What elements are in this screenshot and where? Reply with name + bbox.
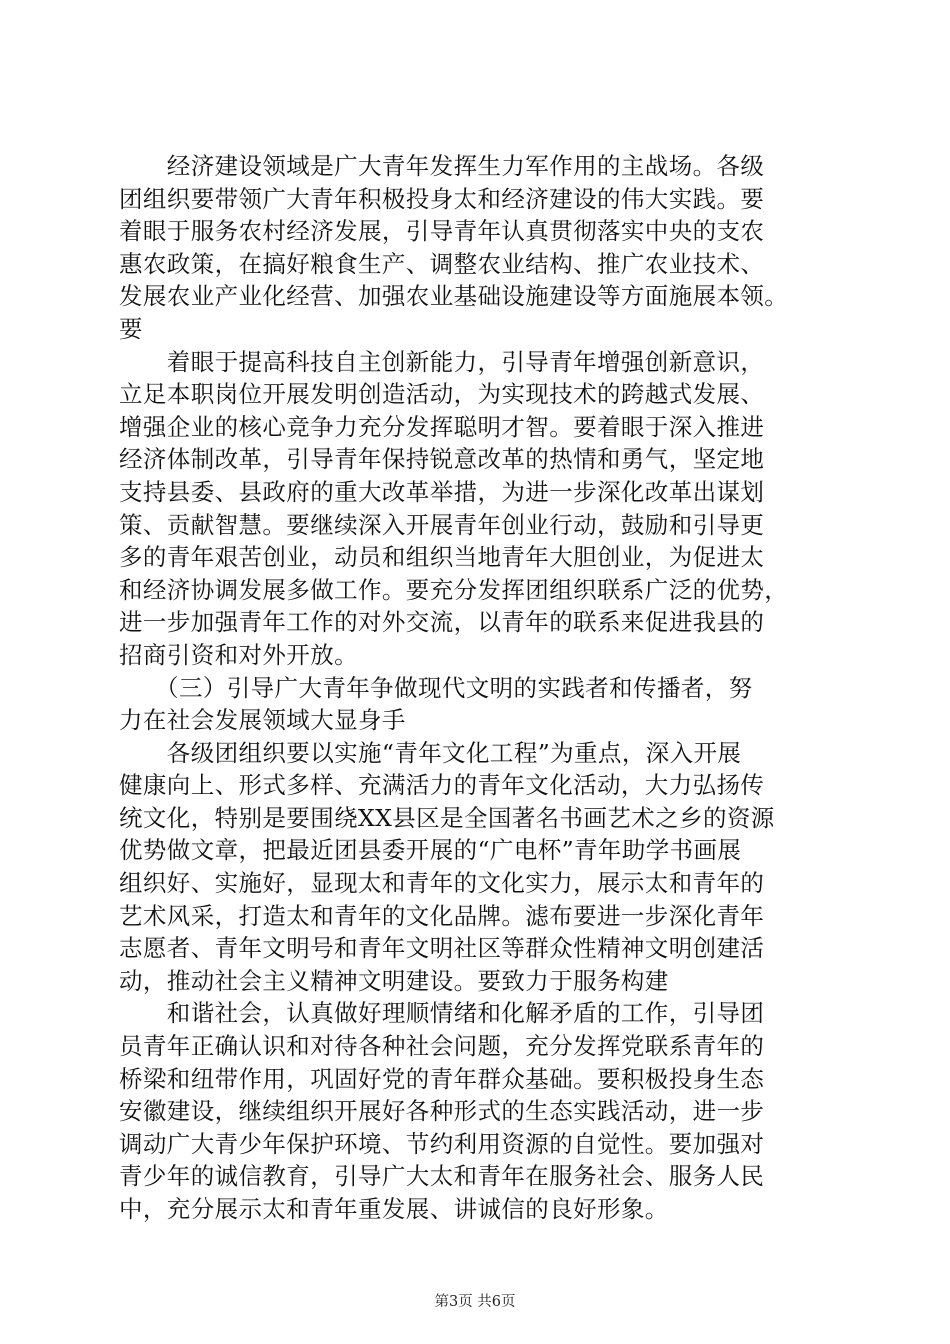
text-line: 调动广大青少年保护环境、节约利用资源的自觉性。要加强对 xyxy=(119,1129,765,1158)
document-body xyxy=(119,150,839,1226)
text-line: 招商引资和对外开放。 xyxy=(119,640,358,669)
text-line: 着眼于提高科技自主创新能力，引导青年增强创新意识， xyxy=(119,347,765,376)
text-line: 惠农政策，在搞好粮食生产、调整农业结构、推广农业技术、 xyxy=(119,249,765,278)
section-heading-line: 力在社会发展领域大显身手 xyxy=(119,706,406,735)
text-line: 员青年正确认识和对待各种社会问题，充分发挥党联系青年的 xyxy=(119,1032,765,1061)
text-line: 青少年的诚信教育，引导广大太和青年在服务社会、服务人民 xyxy=(119,1162,765,1191)
text-line: 各级团组织要以实施“青年文化工程”为重点，深入开展 xyxy=(119,738,742,767)
page-number-footer: 第3页 共6页 xyxy=(434,1294,516,1310)
text-line: 统文化，特别是要围绕XX县区是全国著名书画艺术之乡的资源 xyxy=(119,803,775,832)
text-line: 进一步加强青年工作的对外交流，以青年的联系来促进我县的 xyxy=(119,608,765,637)
text-line: 安徽建设，继续组织开展好各种形式的生态实践活动，进一步 xyxy=(119,1097,765,1126)
text-line: 优势做文章，把最近团县委开展的“广电杯”青年助学书画展 xyxy=(119,836,742,865)
text-line: 艺术风采，打造太和青年的文化品牌。滤布要进一步深化青年 xyxy=(119,901,765,930)
text-line: 着眼于服务农村经济发展，引导青年认真贯彻落实中央的支农 xyxy=(119,217,765,246)
text-line: 策、贡献智慧。要继续深入开展青年创业行动，鼓励和引导更 xyxy=(119,510,765,539)
text-line: 桥梁和纽带作用，巩固好党的青年群众基础。要积极投身生态 xyxy=(119,1064,765,1093)
text-line: 增强企业的核心竞争力充分发挥聪明才智。要着眼于深入推进 xyxy=(119,412,765,441)
text-line: 志愿者、青年文明号和青年文明社区等群众性精神文明创建活 xyxy=(119,934,765,963)
section-heading-line: （三）引导广大青年争做现代文明的实践者和传播者，努 xyxy=(119,673,753,702)
text-line: 和谐社会，认真做好理顺情绪和化解矛盾的工作，引导团 xyxy=(119,999,765,1028)
text-line: 支持县委、县政府的重大改革举措，为进一步深化改革出谋划 xyxy=(119,477,765,506)
text-line: 立足本职岗位开展发明创造活动，为实现技术的跨越式发展、 xyxy=(119,380,765,409)
text-line: 中，充分展示太和青年重发展、讲诚信的良好形象。 xyxy=(119,1195,669,1223)
text-line: 要 xyxy=(119,314,143,343)
text-line: 健康向上、形式多样、充满活力的青年文化活动，大力弘扬传 xyxy=(119,771,765,800)
text-line: 动，推动社会主义精神文明建设。要致力于服务构建 xyxy=(119,966,669,995)
text-line: 经济建设领域是广大青年发挥生力军作用的主战场。各级 xyxy=(119,152,765,180)
text-line: 经济体制改革，引导青年保持锐意改革的热情和勇气，坚定地 xyxy=(119,445,765,474)
text-line: 多的青年艰苦创业，动员和组织当地青年大胆创业，为促进太 xyxy=(119,543,765,572)
text-line: 组织好、实施好，显现太和青年的文化实力，展示太和青年的 xyxy=(119,869,765,898)
text-line: 和经济协调发展多做工作。要充分发挥团组织联系广泛的优势， xyxy=(119,575,789,604)
text-line: 发展农业产业化经营、加强农业基础设施建设等方面施展本领。 xyxy=(119,282,789,311)
text-line: 团组织要带领广大青年积极投身太和经济建设的伟大实践。要 xyxy=(119,184,765,213)
